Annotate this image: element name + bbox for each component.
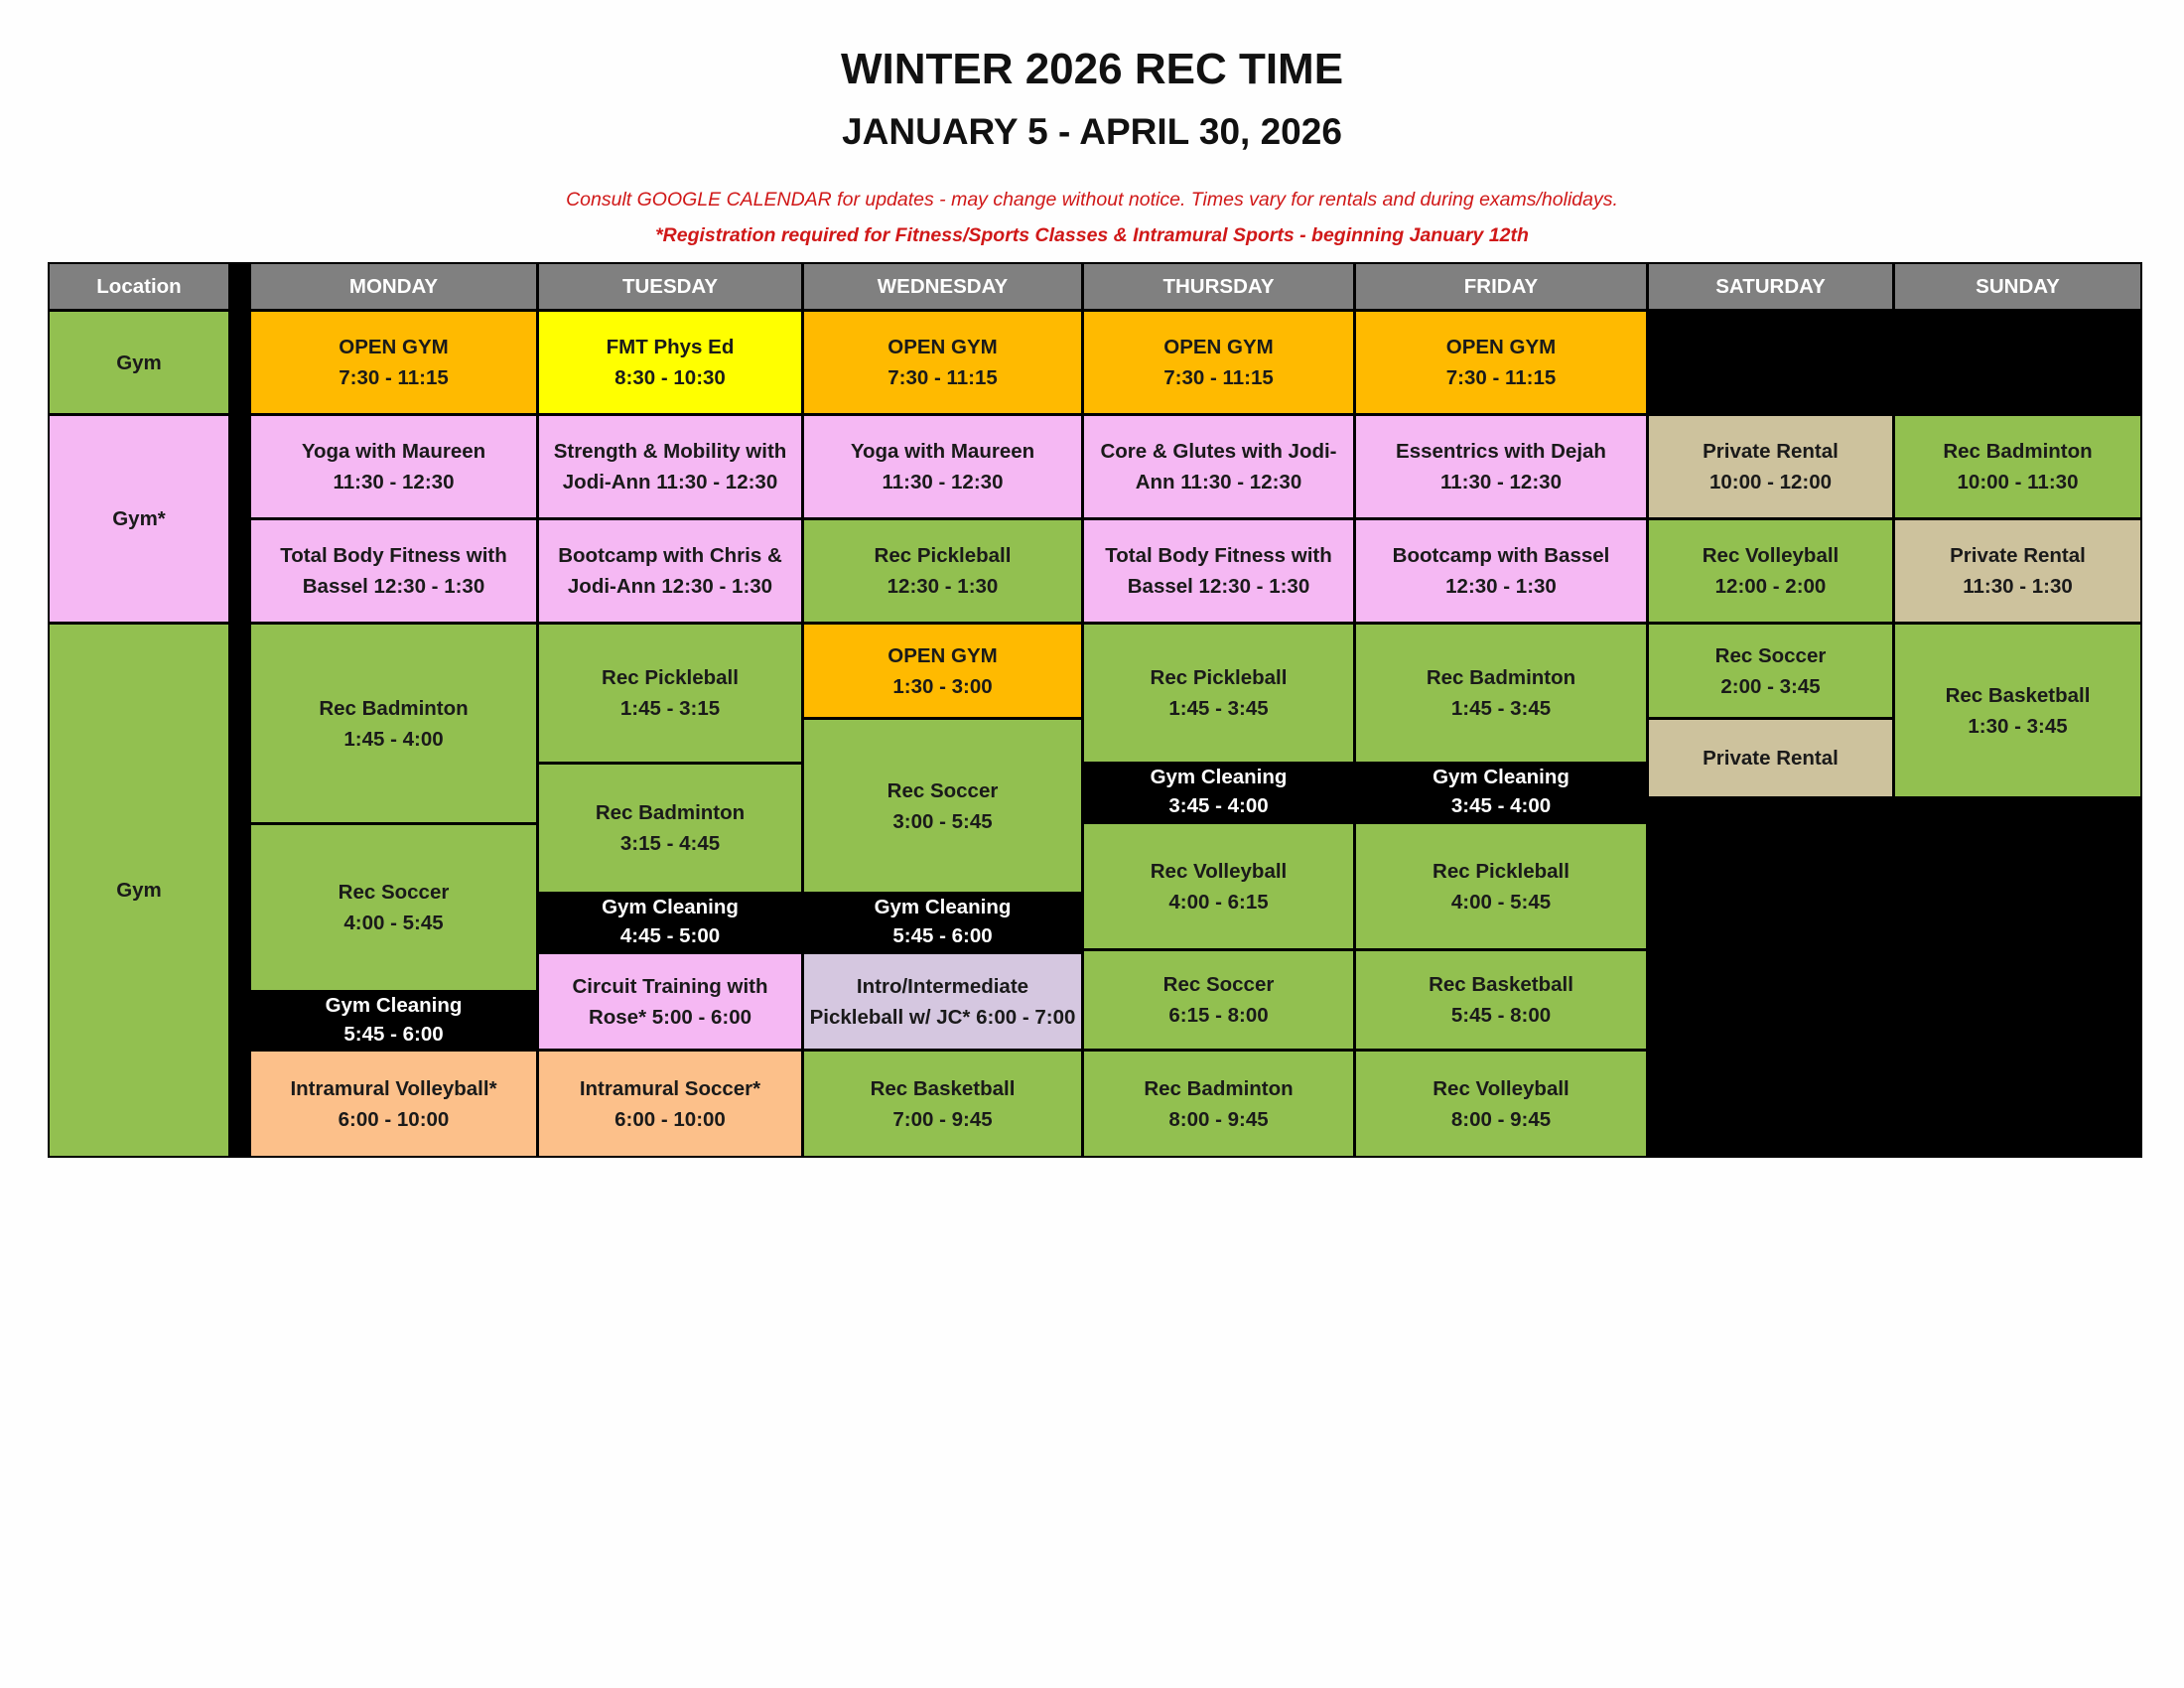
event-cell: Rec Basketball 7:00 - 9:45 [804, 1052, 1081, 1156]
schedule-table [48, 262, 2142, 1158]
gym-cleaning-cell: Gym Cleaning 5:45 - 6:00 [804, 892, 1081, 951]
gym-cleaning-cell: Gym Cleaning 5:45 - 6:00 [251, 990, 536, 1050]
event-cell: Rec Badminton 8:00 - 9:45 [1084, 1052, 1353, 1156]
column-header-thursday: THURSDAY [1084, 264, 1353, 309]
event-cell: Rec Badminton 1:45 - 4:00 [251, 625, 536, 822]
event-cell: OPEN GYM 7:30 - 11:15 [1356, 312, 1646, 413]
column-header-monday: MONDAY [251, 264, 536, 309]
event-cell: Rec Soccer 6:15 - 8:00 [1084, 951, 1353, 1049]
event-cell: OPEN GYM 7:30 - 11:15 [1084, 312, 1353, 413]
event-cell: Rec Badminton 3:15 - 4:45 [539, 765, 801, 892]
event-cell: Rec Badminton 1:45 - 3:45 [1356, 625, 1646, 762]
calendar-note: Consult GOOGLE CALENDAR for updates - may change without notice. Times vary for rentals and during exams/holidays. [566, 189, 1618, 211]
registration-note: *Registration required for Fitness/Sports Classes & Intramural Sports - beginning January 12th [655, 224, 1529, 246]
event-cell: Rec Volleyball 4:00 - 6:15 [1084, 824, 1353, 948]
event-cell: Rec Pickleball 1:45 - 3:45 [1084, 625, 1353, 762]
event-cell: Private Rental [1649, 720, 1892, 796]
event-cell: Rec Soccer 2:00 - 3:45 [1649, 625, 1892, 717]
event-cell: Yoga with Maureen 11:30 - 12:30 [804, 416, 1081, 517]
event-cell: Rec Pickleball 12:30 - 1:30 [804, 520, 1081, 622]
column-header-wednesday: WEDNESDAY [804, 264, 1081, 309]
gym-cleaning-cell: Gym Cleaning 3:45 - 4:00 [1084, 762, 1353, 821]
event-cell: Intramural Volleyball* 6:00 - 10:00 [251, 1052, 536, 1156]
event-cell: FMT Phys Ed 8:30 - 10:30 [539, 312, 801, 413]
event-cell: Rec Basketball 5:45 - 8:00 [1356, 951, 1646, 1049]
location-gym-star: Gym* [50, 416, 228, 622]
event-cell: Yoga with Maureen 11:30 - 12:30 [251, 416, 536, 517]
event-cell: OPEN GYM 1:30 - 3:00 [804, 625, 1081, 717]
event-cell: Essentrics with Dejah 11:30 - 12:30 [1356, 416, 1646, 517]
gym-cleaning-cell: Gym Cleaning 3:45 - 4:00 [1356, 762, 1646, 821]
date-range-subtitle: JANUARY 5 - APRIL 30, 2026 [842, 111, 1342, 152]
event-cell: Rec Pickleball 4:00 - 5:45 [1356, 824, 1646, 948]
column-header-sunday: SUNDAY [1895, 264, 2140, 309]
event-cell: Rec Basketball 1:30 - 3:45 [1895, 625, 2140, 796]
event-cell: Private Rental 10:00 - 12:00 [1649, 416, 1892, 517]
event-cell: Bootcamp with Bassel 12:30 - 1:30 [1356, 520, 1646, 622]
event-cell: Private Rental 11:30 - 1:30 [1895, 520, 2140, 622]
column-header-friday: FRIDAY [1356, 264, 1646, 309]
event-cell: Strength & Mobility with Jodi-Ann 11:30 - 12:30 [539, 416, 801, 517]
event-cell: Rec Badminton 10:00 - 11:30 [1895, 416, 2140, 517]
page-title: WINTER 2026 REC TIME [840, 45, 1344, 93]
event-cell: Circuit Training with Rose* 5:00 - 6:00 [539, 954, 801, 1049]
event-cell: Rec Volleyball 8:00 - 9:45 [1356, 1052, 1646, 1156]
gym-cleaning-cell: Gym Cleaning 4:45 - 5:00 [539, 892, 801, 951]
event-cell: Total Body Fitness with Bassel 12:30 - 1:30 [251, 520, 536, 622]
event-cell: Rec Soccer 3:00 - 5:45 [804, 720, 1081, 892]
event-cell: Core & Glutes with Jodi- Ann 11:30 - 12:30 [1084, 416, 1353, 517]
column-header-location: Location [50, 264, 228, 309]
event-cell: Intramural Soccer* 6:00 - 10:00 [539, 1052, 801, 1156]
location-gym-morning: Gym [50, 312, 228, 413]
column-header-tuesday: TUESDAY [539, 264, 801, 309]
event-cell: Intro/Intermediate Pickleball w/ JC* 6:00 - 7:00 [804, 954, 1081, 1049]
event-cell: Rec Pickleball 1:45 - 3:15 [539, 625, 801, 762]
event-cell: Rec Volleyball 12:00 - 2:00 [1649, 520, 1892, 622]
event-cell: Rec Soccer 4:00 - 5:45 [251, 825, 536, 990]
event-cell: Total Body Fitness with Bassel 12:30 - 1:30 [1084, 520, 1353, 622]
event-cell: Bootcamp with Chris & Jodi-Ann 12:30 - 1:30 [539, 520, 801, 622]
column-header-saturday: SATURDAY [1649, 264, 1892, 309]
event-cell: OPEN GYM 7:30 - 11:15 [251, 312, 536, 413]
event-cell: OPEN GYM 7:30 - 11:15 [804, 312, 1081, 413]
location-gym-afternoon: Gym [50, 625, 228, 1156]
